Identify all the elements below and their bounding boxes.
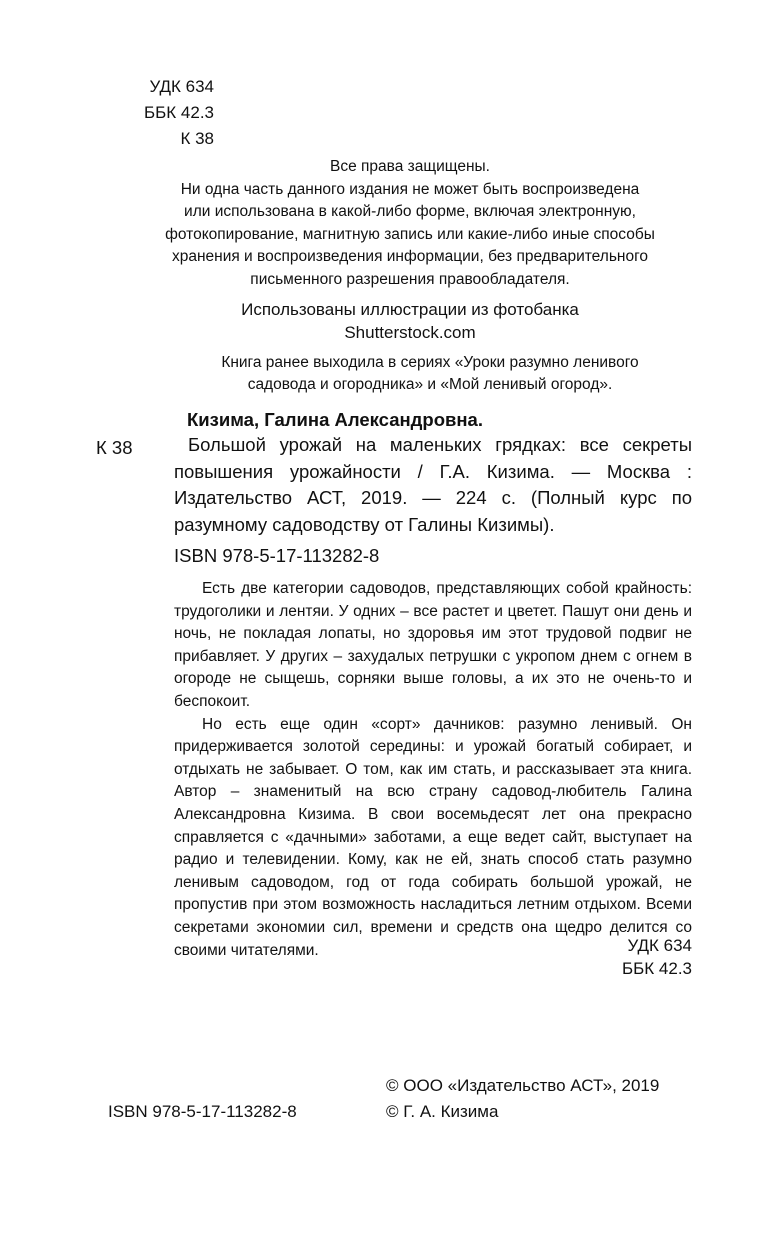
annotation-codes xyxy=(560,934,692,980)
author-heading: Кизима, Галина Александровна. xyxy=(187,409,483,430)
photobank-line: Использованы иллюстрации из фотобанка xyxy=(241,300,579,319)
bbk-code: ББК 42.3 xyxy=(143,103,214,122)
copyright-block xyxy=(386,1073,659,1125)
classification-block xyxy=(124,74,214,152)
bibliographic-author-mark: К 38 xyxy=(96,437,133,458)
rights-line: письменного разрешения правообладателя. xyxy=(250,270,570,288)
rights-line: или использована в какой-либо форме, включая электронную, xyxy=(184,203,636,220)
annotation-paragraph: Но есть еще один «сорт» дачников: разумно ленивый. Он придерживается золотой середины: и урожай богатый собирает, и отдыхать не забывает. О том, как им стать, и рассказывает эта книга. Автор – знаменитый на всю страну садовод-любитель Галина Александровна Кизима. В свои восемьдесят лет она прекрасно справляется с «дачными» заботами, а еще ведет сайт, выступает на радио и телевидении. Кому, как не ей, знать способ стать разумно ленивым садоводом, год от года собирать большой урожай, не пропустив при этом возможность насладиться летним отдыхом. Всеми секретами экономии сил, времени и средств она щедро делится со своими читателями. xyxy=(174,715,692,959)
annotation-paragraph: Есть две категории садоводов, представляющих собой крайность: трудоголики и лентяи. У одних – все растет и цветет. Пашут они день и ночь, не покладая лопаты, но здоровья им этот трудовой подвиг не прибавляет. У других – захудалых петрушки с укропом днем с огнем в огороде не сыщешь, сорняки выше головы, а их это не очень-то и беспокоит. xyxy=(174,580,692,710)
rights-line: Ни одна часть данного издания не может быть воспроизведена xyxy=(180,180,640,198)
udk-code: УДК 634 xyxy=(627,936,692,955)
photobank-name: Shutterstock.com xyxy=(344,323,476,342)
copyright-publisher: © ООО «Издательство АСТ», 2019 xyxy=(386,1076,660,1095)
rights-line: Все права защищены. xyxy=(330,158,490,175)
photobank-credit xyxy=(130,298,690,344)
bbk-code: ББК 42.3 xyxy=(621,959,692,978)
series-line: Книга ранее выходила в сериях «Уроки разумно ленивого xyxy=(221,354,639,371)
series-note xyxy=(170,352,690,396)
rights-line: фотокопирование, магнитную запись или какие-либо иные способы xyxy=(165,225,655,243)
rights-notice xyxy=(130,156,690,291)
description-text: Большой урожай на маленьких грядках: все секреты повышения урожайности / Г.А. Кизима. — Москва : Издательство АСТ, 2019. — 224 с. (Полный курс по разумному садоводству от Галины Кизимы). xyxy=(174,434,692,535)
author-mark: К 38 xyxy=(180,129,214,148)
rights-line: хранения и воспроизведения информации, без предварительного xyxy=(171,248,649,265)
annotation xyxy=(174,578,692,962)
isbn-footer: ISBN 978-5-17-113282-8 xyxy=(108,1102,297,1121)
bibliographic-description xyxy=(174,432,692,538)
copyright-author: © Г. А. Кизима xyxy=(386,1102,499,1121)
udk-code: УДК 634 xyxy=(149,77,214,96)
series-line: садовода и огородника» и «Мой ленивый огород». xyxy=(247,376,613,393)
isbn-main: ISBN 978-5-17-113282-8 xyxy=(174,545,380,566)
